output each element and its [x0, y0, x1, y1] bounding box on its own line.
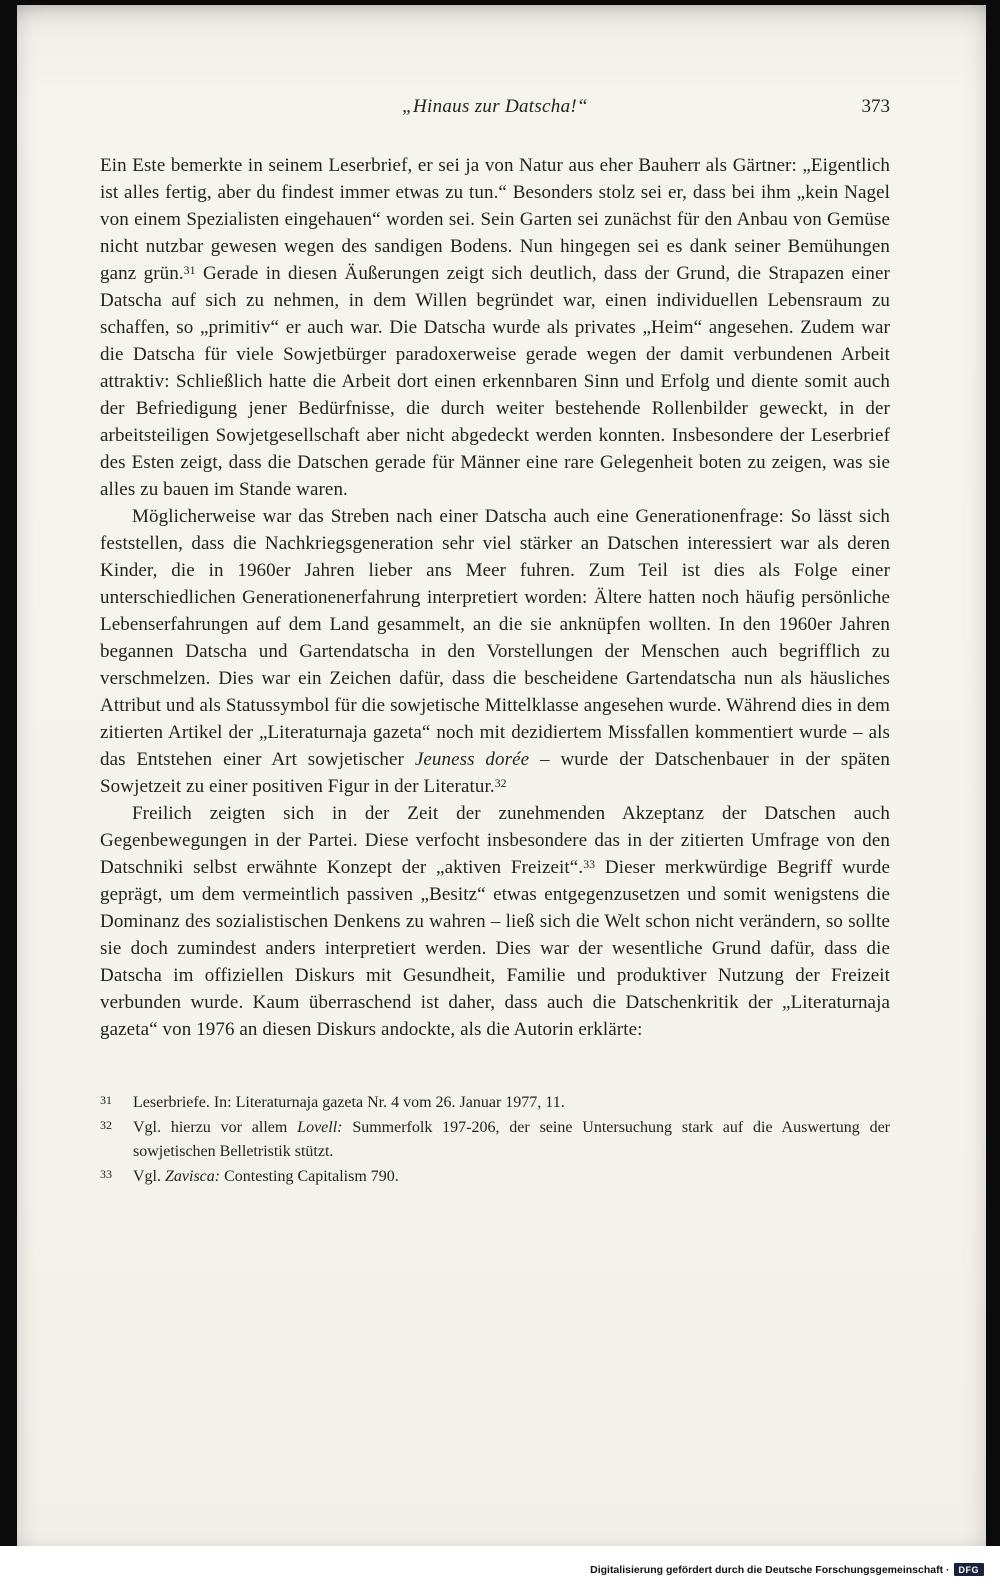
- footnotes-section: [100, 1091, 890, 1189]
- text-run: Gerade in diesen Äußerungen zeigt sich deutlich, dass der Grund, die Strapazen einer Datscha auf sich zu nehmen, in dem Willen begründet war, einen individuellen Lebensraum zu schaffen, so „primitiv“ er auch war. Die Datscha wurde als privates „Heim“ angesehen. Zudem war die Datscha für viele Sowjetbürger paradoxerweise gerade wegen der damit verbundenen Arbeit attraktiv: Schließlich hatte die Arbeit dort einen erkennbaren Sinn und Erfolg und diente somit auch der Befriedigung jener Bedürfnisse, die durch weiter bestehende Rollenbilder geweckt, in der arbeitsteiligen Sowjetgesellschaft aber nicht abgedeckt werden konnten. Insbesondere der Leserbrief des Esten zeigt, dass die Datschen gerade für Männer eine rare Gelegenheit boten zu zeigen, was sie alles zu bauen im Stande waren.: [100, 263, 890, 500]
- text-run: Möglicherweise war das Streben nach einer Datscha auch eine Generationenfrage: So lässt sich feststellen, dass die Nachkriegsgeneration sehr viel stärker an Datschen interessiert war als deren Kinder, die in 1960er Jahren lieber ans Meer fuhren. Zum Teil ist dies als Folge einer unterschiedlichen Generationenerfahrung interpretiert worden: Ältere hatten noch häufig persönliche Lebenserfahrungen auf dem Land gesammelt, an die sie anknüpfen wollten. In den 1960er Jahren begannen Datscha und Gartendatscha in den Vorstellungen der Menschen auch begrifflich zu verschmelzen. Dies war ein Zeichen dafür, dass die bescheidene Gartendatscha nun als häusliches Attribut und als Statussymbol für die sowjetische Mittelklasse angesehen wurde. Während dies in dem zitierten Artikel der „Literaturnaja gazeta“ noch mit dezidiertem Missfallen kommentiert wurde – als das Entstehen einer Art sowjetischer: [100, 506, 890, 770]
- text-run: Dieser merkwürdige Begriff wurde geprägt, um dem vermeintlich passiven „Besitz“ etwas entgegenzusetzen und somit wenigstens die Dominanz des sozialistischen Denkens zu wahren – ließ sich die Welt schon nicht verändern, so sollte sie doch zumindest anders interpretiert werden. Dies war der wesentliche Grund dafür, dass die Datscha im offiziellen Diskurs mit Gesundheit, Familie und produktiver Nutzung der Freizeit verbunden wurde. Kaum überraschend ist daher, dass auch die Datschenkritik der „Literaturnaja gazeta“ von 1976 an diesen Diskurs andockte, als die Autorin erklärte:: [100, 857, 890, 1040]
- body-text: [100, 152, 890, 1043]
- text-run: Ein Este bemerkte in seinem Leserbrief, er sei ja von Natur aus eher Bauherr als Gärtner: „Eigentlich ist alles fertig, aber du findest immer etwas zu tun.“ Besonders stolz sei er, dass bei ihm „kein Nagel von einem Spezialisten eingehauen“ worden sei. Sein Garten sei zunächst für den Anbau von Gemüse nicht nutzbar gewesen wegen des sandigen Bodens. Nun hingegen sei es dank seiner Bemühungen ganz grün.: [100, 155, 890, 284]
- footnote: [100, 1091, 890, 1116]
- footnote-ref: 31: [183, 263, 196, 277]
- footnote-number: 33: [100, 1166, 112, 1181]
- dfg-badge: DFG: [954, 1563, 985, 1576]
- running-title: „Hinaus zur Datscha!“: [402, 96, 588, 117]
- text-run: Contesting Capitalism 790.: [220, 1167, 399, 1185]
- paragraph: [100, 503, 890, 800]
- text-run: Vgl.: [133, 1167, 165, 1185]
- text-run: Vgl. hierzu vor allem: [133, 1118, 298, 1136]
- footnote: [100, 1165, 890, 1190]
- text-run: Summerfolk 197-206, der seine Untersuchung stark auf die Auswertung der sowjetischen Belletristik stützt.: [133, 1118, 891, 1160]
- scan-edge-right: [986, 0, 1000, 1546]
- text-run: Lovell:: [297, 1118, 343, 1136]
- footnote-ref: 32: [494, 776, 507, 790]
- scan-edge-left: [0, 0, 17, 1546]
- paragraph: [100, 152, 890, 503]
- digitization-credit: [584, 1561, 986, 1578]
- page-number: 373: [861, 96, 890, 117]
- scan-edge-top: [0, 0, 1000, 5]
- text-run: Freilich zeigten sich in der Zeit der zunehmenden Akzeptanz der Datschen auch Gegenbewegungen in der Partei. Diese verfocht insbesondere das in der zitierten Umfrage von den Datschniki selbst erwähnte Konzept der „aktiven Freizeit“.: [100, 803, 890, 878]
- paragraph: [100, 800, 890, 1043]
- text-run: – wurde der Datschenbauer in der späten Sowjetzeit zu einer positiven Figur in der Literatur.: [100, 749, 890, 797]
- footnote-ref: 33: [583, 857, 596, 871]
- footnote-number: 31: [100, 1093, 112, 1107]
- page-content: [100, 96, 890, 1189]
- text-run: Zavisca:: [165, 1167, 221, 1185]
- text-run: Jeuness dorée: [414, 749, 530, 770]
- credit-text: Digitalisierung gefördert durch die Deutsche Forschungsgemeinschaft ·: [590, 1563, 950, 1576]
- text-run: Leserbriefe. In: Literaturnaja gazeta Nr. 4 vom 26. Januar 1977, 11.: [133, 1094, 565, 1111]
- footnote-number: 32: [100, 1117, 112, 1132]
- page-header: [100, 96, 890, 126]
- footnote: [100, 1116, 890, 1165]
